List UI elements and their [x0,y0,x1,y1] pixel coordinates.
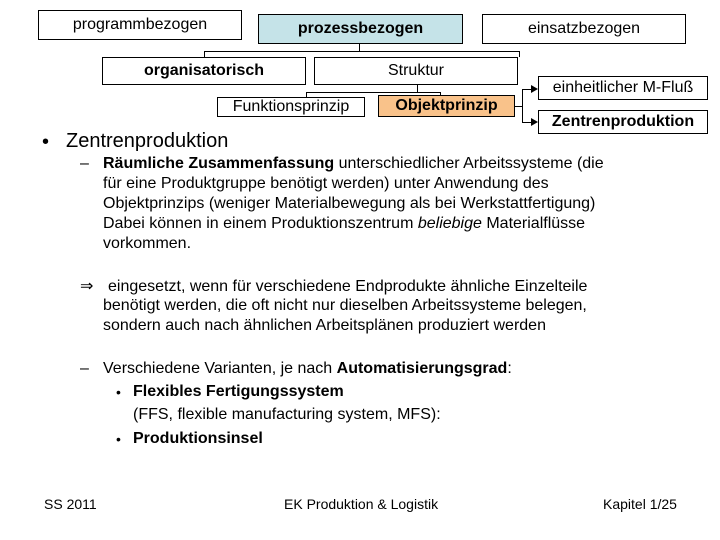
arrow-lower-head-icon [531,118,538,126]
para1-dash: – [80,155,89,172]
box-objektprinzip [378,95,515,117]
para1-line1-rest: unterschiedlicher Arbeitssysteme (die [334,155,604,172]
para1-line2: für eine Produktgruppe benötigt werden) unter Anwendung des [103,175,549,192]
para2-line3: sondern auch nach ähnlichen Arbeitsplänen produziert werden [103,317,546,334]
arrow-upper-head-icon [531,85,538,93]
box-struktur [314,57,518,85]
implies-arrow-icon: ⇒ [80,278,94,295]
section-heading: Zentrenproduktion [66,130,229,152]
bullet-dot: • [42,131,50,153]
para1-line3: Objektprinzips (weniger Materialbewegung als bei Werkstattfertigung) [103,195,596,212]
box-objektprinzip-label: Objektprinzip [395,97,498,114]
para3-dash: – [80,360,89,377]
sub-item-ffs-detail: (FFS, flexible manufacturing system, MFS): [133,406,441,423]
box-zentrenproduktion-label: Zentrenproduktion [551,113,695,130]
box-zentrenproduktion [538,110,708,134]
box-einheitlicher-mfluss [538,76,708,100]
box-organisatorisch [102,57,306,85]
para3-line1 [103,359,512,379]
footer-chapter: Kapitel 1/25 [603,496,677,512]
para3-bold: Automatisierungsgrad [336,360,508,377]
para1-line4-italic: beliebige [417,215,482,232]
sub-item-produktionsinsel: Produktionsinsel [133,430,263,447]
box-programmbezogen [38,10,242,40]
box-prozessbezogen [258,14,463,44]
box-einsatzbezogen [482,14,686,44]
connector-horizontal-level2 [204,51,520,52]
connector-objektprinzip-right [515,106,523,107]
connector-to-struktur [519,51,520,57]
para1-line4-post: Materialflüsse [481,215,586,232]
sub-bullet-2: • [116,431,121,447]
para1-line4 [103,214,585,234]
para1-line1 [103,154,604,174]
sub-item-ffs: Flexibles Fertigungssystem [133,383,344,400]
box-programmbezogen-label: programmbezogen [72,16,208,33]
footer-semester: SS 2011 [44,496,97,512]
para1-bold: Räumliche Zusammenfassung [103,155,335,172]
para2-line2: benötigt werden, die oft nicht nur dieselben Arbeitssysteme belegen, [103,297,587,314]
box-funktionsprinzip [217,97,365,117]
para3-post: : [507,360,512,377]
para1-line5: vorkommen. [103,235,192,252]
box-einheitlicher-mfluss-label: einheitlicher M-Fluß [552,79,694,96]
para3-pre: Verschiedene Varianten, je nach [103,360,337,377]
connector-horizontal-level3 [306,92,440,93]
box-einsatzbezogen-label: einsatzbezogen [527,20,641,37]
sub-bullet-1: • [116,384,121,400]
para1-line4-pre: Dabei können in einem Produktionszentrum [103,215,418,232]
box-organisatorisch-label: organisatorisch [143,62,265,79]
footer-course: EK Produktion & Logistik [284,496,439,512]
box-funktionsprinzip-label: Funktionsprinzip [232,98,350,115]
box-prozessbezogen-label: prozessbezogen [297,20,424,37]
para2-line1: eingesetzt, wenn für verschiedene Endprodukte ähnliche Einzelteile [108,278,588,295]
box-struktur-label: Struktur [387,62,444,79]
